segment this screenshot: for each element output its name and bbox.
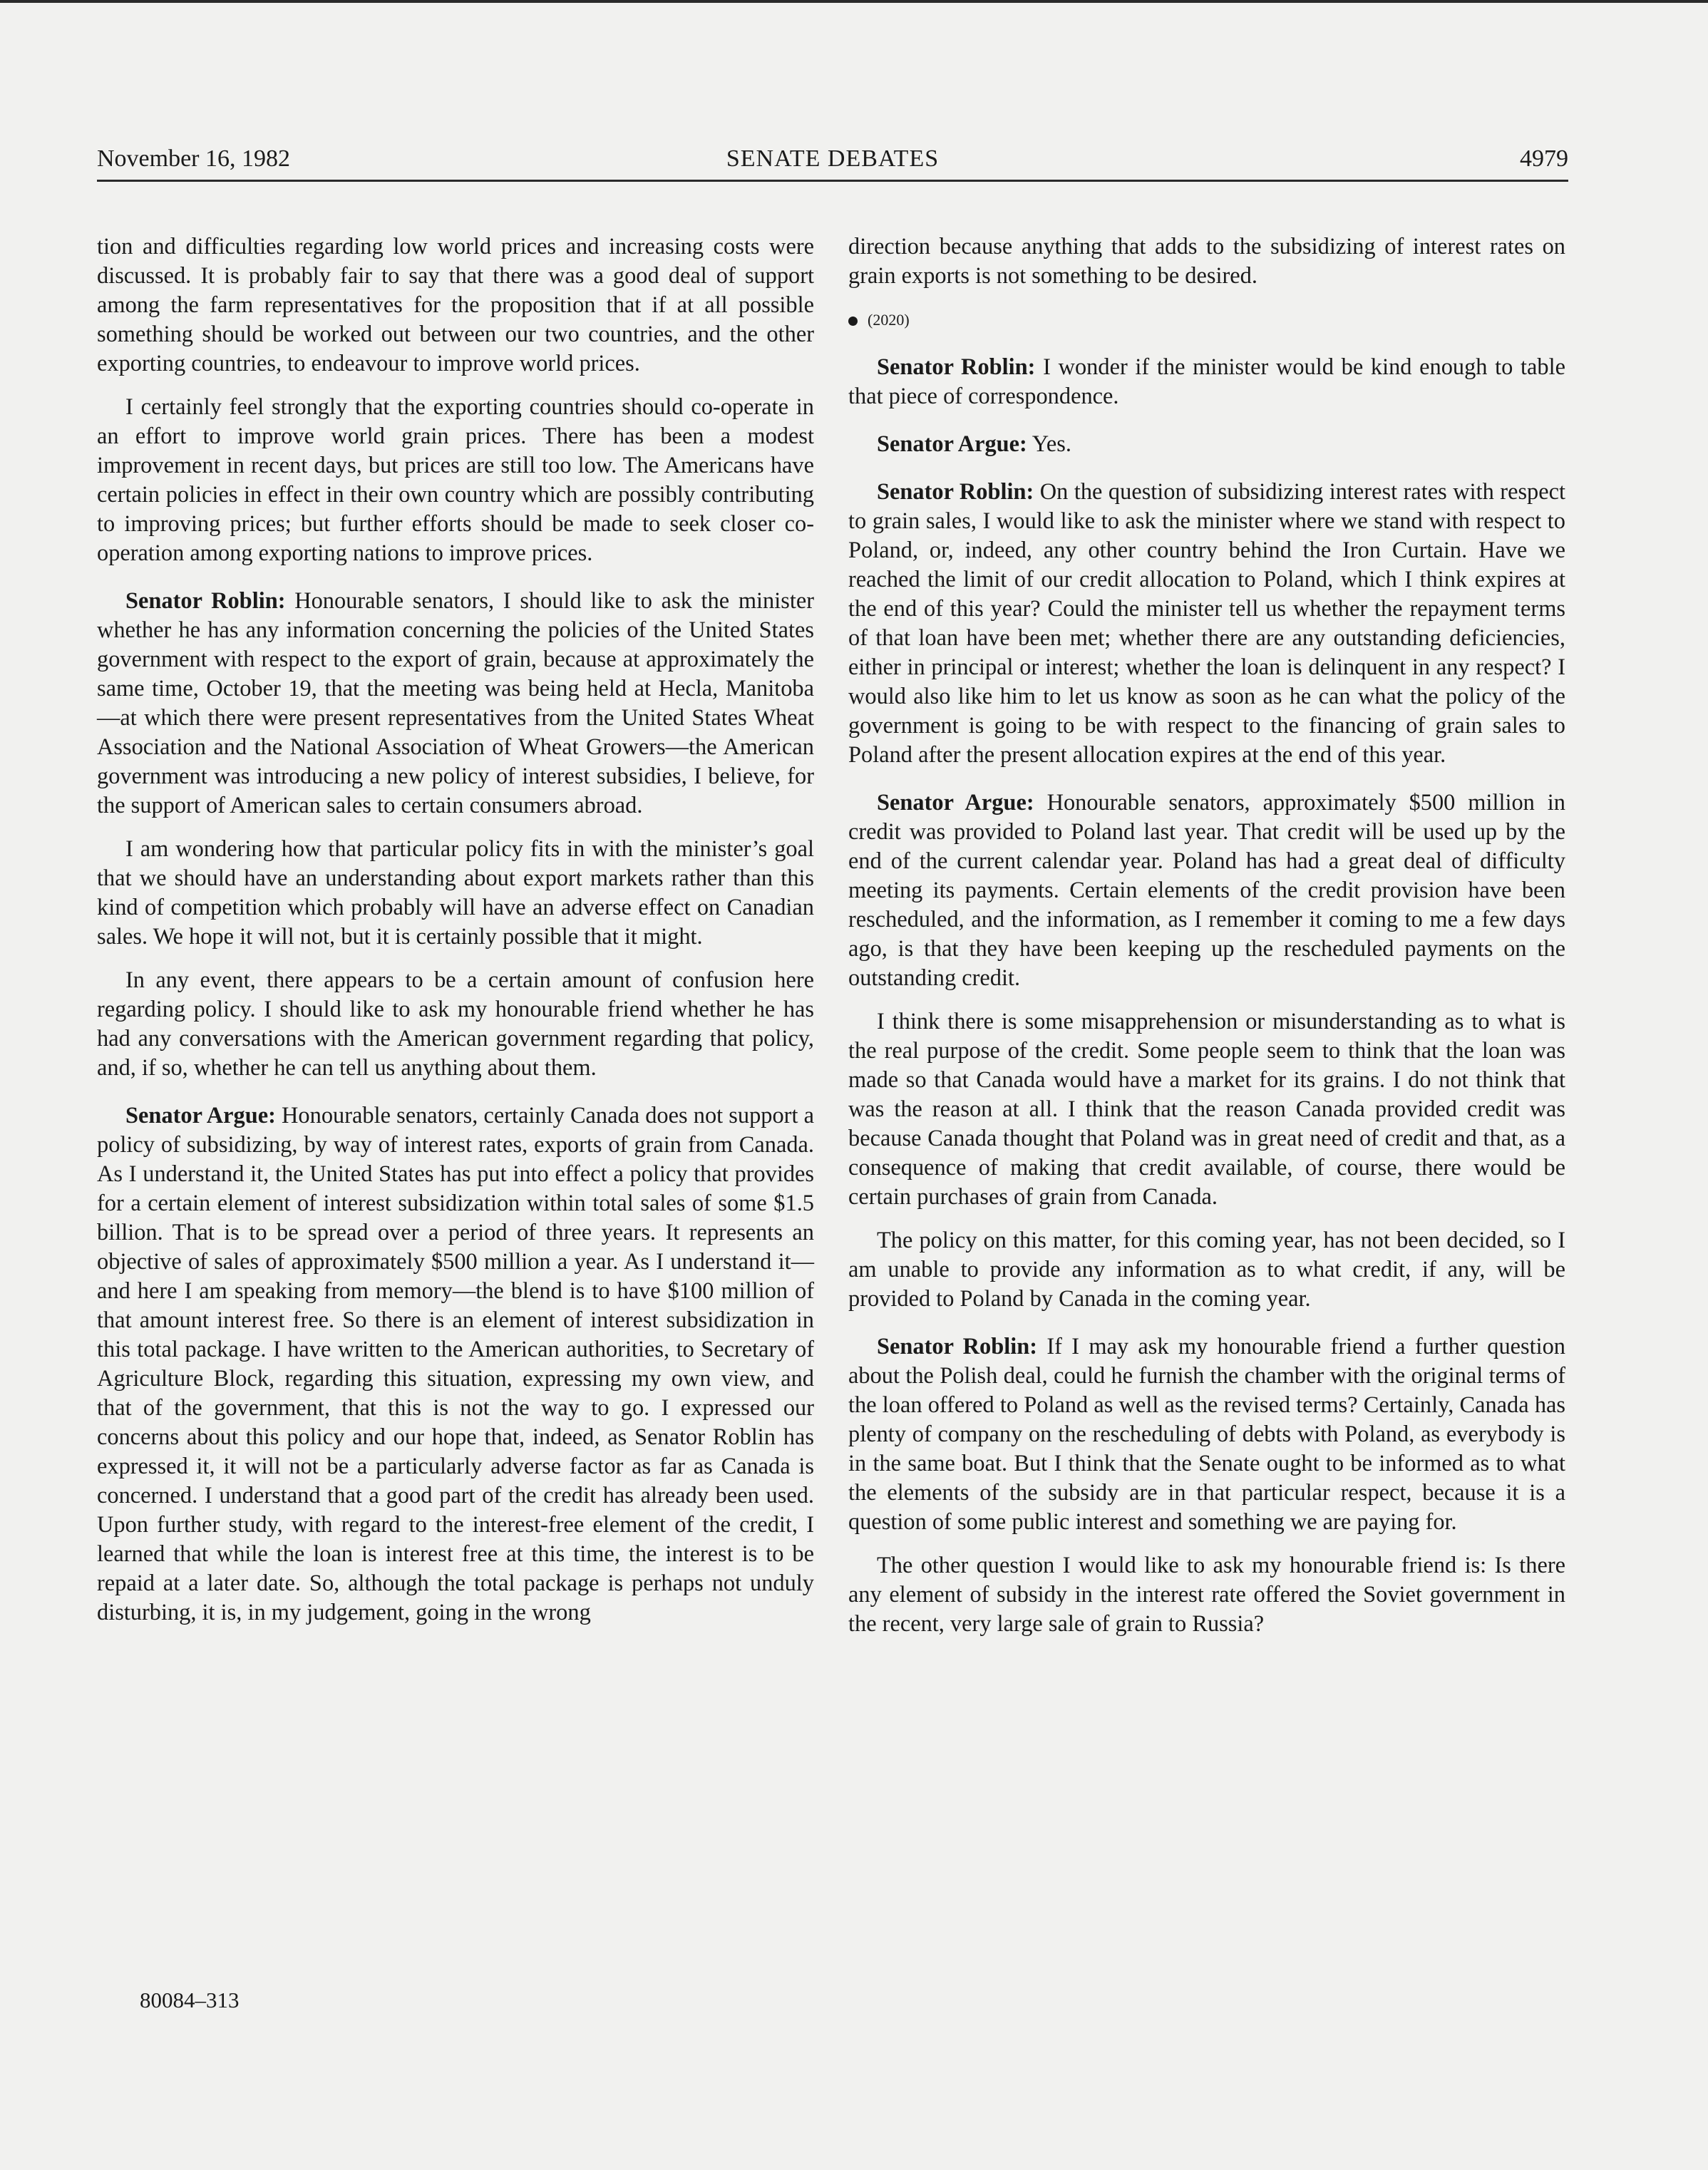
header-title: SENATE DEBATES [726,145,940,172]
paragraph: I think there is some misapprehension or misunderstanding as to what is the real purpose of the credit. Some people seem to think that the loan was made so that Canada would have a market for its grains. I do not think that was the reason at all. I think that the reason Canada provided credit was because Canada thought that Poland was in great need of credit and that, as a consequence of making that credit available, of course, there would be certain purchases of grain from Canada. [848,1009,1565,1210]
header-date: November 16, 1982 [97,145,291,172]
speech-text: Honourable senators, I should like to ask the minister whether he has any information concerning the policies of the United States government with respect to the export of grain, because at approximately the same time, October 19, that the meeting was being held at Hecla, Manitoba—at which there were present representatives from the United States Wheat Association and the National Association of Wheat Growers—the American government was introducing a new policy of interest subsidies, I believe, for the support of American sales to certain consumers abroad. [97,588,814,818]
right-column [848,232,1565,1653]
speech-paragraph [97,587,814,821]
time-marker [848,305,1565,334]
speaker-name: Senator Roblin: [877,354,1036,380]
bullet-icon [848,317,858,326]
paragraph: direction because anything that adds to the subsidizing of interest rates on grain exports is not something to be desired. [848,234,1565,289]
top-border-line [0,0,1708,3]
speaker-name: Senator Roblin: [877,479,1034,505]
speech-paragraph [848,430,1565,459]
paragraph: I am wondering how that particular policy fits in with the minister’s goal that we should have an understanding about export markets rather than this kind of competition which probably will have an adverse effect on Canadian sales. We hope it will not, but it is certainly possible that it might. [97,836,814,950]
speaker-name: Senator Argue: [125,1103,276,1128]
speech-text: Yes. [1027,431,1071,457]
paragraph: tion and difficulties regarding low world prices and increasing costs were discussed. It is probably fair to say that there was a good deal of support among the farm representatives for the proposition that if at all possible something should be worked out between our two countries, and the other exporting countries, to endeavour to improve world prices. [97,234,814,376]
speech-text: I wonder if the minister would be kind enough to table that piece of correspondence. [848,354,1565,409]
speech-paragraph [848,478,1565,770]
header-rule [97,180,1568,182]
print-code: 80084–313 [140,1988,240,2012]
speech-text: Honourable senators, approximately $500 million in credit was provided to Poland last year. That credit will be used up by the end of the current calendar year. Poland has had a great deal of difficulty meeting its payments. Certain elements of the credit provision have been rescheduled, and the information, as I remember it coming to me a few days ago, is that they have been keeping up the rescheduled payments on the outstanding credit. [848,790,1565,991]
speech-text: On the question of subsidizing interest rates with respect to grain sales, I would like to ask the minister where we stand with respect to Poland, or, indeed, any other country behind the Iron Curtain. Have we reached the limit of our credit allocation to Poland, which I think expires at the end of this year? Could the minister tell us whether the repayment terms of that loan have been met; whether there are any outstanding deficiencies, either in principal or interest; whether the loan is delinquent in any respect? I would also like him to let us know as soon as he can what the policy of the government is going to be with respect to the financing of grain sales to Poland after the present allocation expires at the end of this year. [848,479,1566,768]
speech-paragraph [848,1332,1565,1537]
paragraph: The other question I would like to ask my honourable friend is: Is there any element of subsidy in the interest rate offered the Soviet government in the recent, very large sale of grain to Russia? [848,1553,1565,1637]
speech-text: Honourable senators, certainly Canada does not support a policy of subsidizing, by way of interest rates, exports of grain from Canada. As I understand it, the United States has put into effect a policy that provides for a certain element of interest subsidization within total sales of some $1.5 billion. That is to be spread over a period of three years. It represents an objective of sales of approximately $500 million a year. As I understand it—and here I am speaking from memory—the blend is to have $100 million of that amount interest free. So there is an element of interest subsidization in this total package. I have written to the American authorities, to Secretary of Agriculture Block, regarding this situation, expressing my own view, and that of the government, that this is not the way to go. I expressed our concerns about this policy and our hope that, indeed, as Senator Roblin has expressed it, it will not be a particularly adverse factor as far as Canada is concerned. I understand that a good part of the credit has already been used. Upon further study, with regard to the interest-free element of the credit, I learned that while the loan is interest free at this time, the interest is to be repaid at a later date. So, although the total package is perhaps not unduly disturbing, it is, in my judgement, going in the wrong [97,1103,814,1625]
speech-paragraph [848,788,1565,993]
speaker-name: Senator Argue: [877,431,1027,457]
speech-paragraph [97,1101,814,1628]
speaker-name: Senator Roblin: [877,1334,1038,1359]
speaker-name: Senator Roblin: [125,588,286,614]
speaker-name: Senator Argue: [877,790,1034,816]
paragraph: In any event, there appears to be a certain amount of confusion here regarding policy. I should like to ask my honourable friend whether he has had any conversations with the American government regarding that policy, and, if so, whether he can tell us anything about them. [97,967,814,1081]
paragraph: The policy on this matter, for this coming year, has not been decided, so I am unable to provide any information as to what credit, if any, will be provided to Poland by Canada in the coming year. [848,1228,1565,1312]
time-marker-text: (2020) [868,311,910,329]
page-header [97,145,1568,181]
speech-paragraph [848,353,1565,411]
header-page-number: 4979 [1520,145,1568,172]
left-column [97,232,814,1642]
paragraph: I certainly feel strongly that the exporting countries should co-operate in an effort to improve world grain prices. There has been a modest improvement in recent days, but prices are still too low. The Americans have certain policies in effect in their own country which are possibly contributing to improving prices; but further efforts should be made to seek closer co-operation among exporting nations to improve prices. [97,394,814,566]
speech-text: If I may ask my honourable friend a further question about the Polish deal, could he furnish the chamber with the original terms of the loan offered to Poland as well as the revised terms? Certainly, Canada has plenty of company on the rescheduling of debts with Poland, as everybody is in the same boat. But I think that the Senate ought to be informed as to what the elements of the subsidy are in that particular respect, because it is a question of some public interest and something we are paying for. [848,1334,1566,1535]
